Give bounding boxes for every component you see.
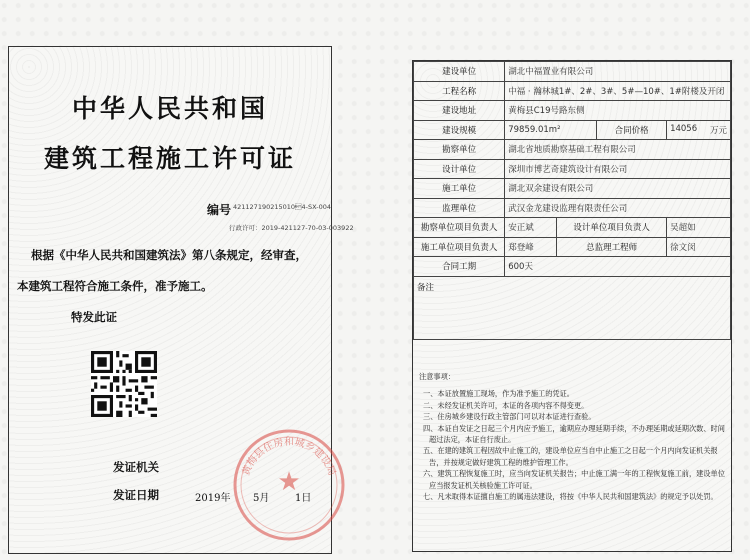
supervise-unit-label: 监理单位: [414, 198, 505, 218]
issue-day: 1日: [295, 493, 312, 504]
approval-code: 行政许可：2019-421127-70-03-003922: [229, 224, 354, 232]
remark-cell: [414, 276, 731, 339]
project-name-label: 工程名称: [414, 81, 505, 101]
survey-unit-value: 湖北省地质勘察基础工程有限公司: [505, 140, 731, 160]
official-seal: [229, 425, 349, 545]
certificate-cover: [8, 46, 354, 554]
title-line2: 建筑工程施工许可证: [43, 144, 296, 173]
issue-date-label: 发证日期: [113, 488, 159, 502]
remark-label: 备注: [417, 282, 435, 293]
builder-value: 湖北中福置业有限公司: [505, 62, 731, 82]
basis-line2: 本建筑工程符合施工条件，准予施工。: [17, 279, 213, 293]
design-lead-value: 吴超如: [667, 218, 731, 238]
price-unit: 万元: [709, 125, 727, 136]
price-value: 14056: [670, 123, 698, 134]
issue-month: 5月: [253, 493, 270, 504]
table-row: [414, 62, 731, 82]
chief-supervisor-value: 徐文闵: [667, 237, 731, 257]
basis-line1: 根据《中华人民共和国建筑法》第八条规定，经审查，: [31, 248, 307, 262]
period-value: 600天: [505, 257, 731, 277]
survey-unit-label: 勘察单位: [414, 140, 505, 160]
seal-text: 黄梅县住房和城乡建设局: [240, 437, 338, 478]
table-row: [414, 101, 731, 121]
note-item: 二、未经发证机关许可，本证的各项内容不得变更。: [423, 400, 589, 410]
svg-text:★: ★: [277, 467, 301, 497]
period-label: 合同工期: [414, 257, 505, 277]
notes-section: [413, 371, 731, 502]
table-row: [414, 198, 731, 218]
design-unit-value: 深圳市博艺奇建筑设计有限公司: [505, 159, 731, 179]
price-label: 合同价格: [597, 120, 667, 140]
issuer-label: 发证机关: [113, 460, 159, 474]
note-item: 四、本证自发证之日起三个月内应予施工，逾期应办理延期手续，不办理延期或延期次数、时间超过法定，本证自行废止。: [423, 423, 725, 445]
title-line1: 中华人民共和国: [71, 94, 268, 123]
note-item: 七、凡未取得本证擅自施工的属违法建设，将按《中华人民共和国建筑法》的规定予以处罚。: [423, 492, 718, 502]
table-row: [414, 276, 731, 339]
construct-unit-label: 施工单位: [414, 179, 505, 199]
table-row: [414, 81, 731, 101]
number-value: 4211271902150104-SX-004: [233, 203, 332, 211]
survey-lead-value: 安正斌: [505, 218, 557, 238]
builder-label: 建设单位: [414, 62, 505, 82]
certify-text: 特发此证: [71, 310, 117, 324]
table-row: [414, 159, 731, 179]
table-row: [414, 120, 731, 140]
survey-lead-label: 勘察单位项目负责人: [414, 218, 505, 238]
address-value: 黄梅县C19号路东侧: [505, 101, 731, 121]
construct-lead-value: 郑登峰: [505, 237, 557, 257]
number-label: 编号: [207, 203, 232, 217]
scale-value: 79859.01m²: [505, 120, 597, 140]
table-row: [414, 179, 731, 199]
note-item: 五、在建的建筑工程因故中止施工的，建设单位应当自中止施工之日起一个月内向发证机关报告，并按规定做好建筑工程的维护管理工作。: [423, 446, 718, 467]
note-item: 三、住房城乡建设行政主管部门可以对本证进行查验。: [423, 412, 596, 422]
project-info-table: [413, 61, 731, 340]
design-lead-label: 设计单位项目负责人: [557, 218, 667, 238]
construct-lead-label: 施工单位项目负责人: [414, 237, 505, 257]
certificate-detail-page: [412, 60, 732, 552]
chief-supervisor-label: 总监理工程师: [557, 237, 667, 257]
table-row: [414, 218, 731, 238]
note-item: 一、本证放置施工现场，作为准予施工的凭证。: [423, 389, 574, 399]
project-name-value: 中福 · 瀚林城1#、2#、3#、5#—10#、1#附楼及开闭: [505, 81, 731, 101]
address-label: 建设地址: [414, 101, 505, 121]
table-row: [414, 257, 731, 277]
qr-code: [91, 351, 157, 417]
notes-title: 注意事项：: [419, 372, 455, 381]
scale-label: 建设规模: [414, 120, 505, 140]
supervise-unit-value: 武汉金龙建设监理有限责任公司: [505, 198, 731, 218]
construct-unit-value: 湖北双余建设有限公司: [505, 179, 731, 199]
price-cell: [667, 120, 731, 140]
issue-year: 2019年: [195, 493, 231, 504]
note-item: 六、建筑工程恢复施工时，应当向发证机关报告；中止施工满一年的工程恢复施工前，建设单位应当报发证机关核验施工许可证。: [423, 469, 725, 490]
design-unit-label: 设计单位: [414, 159, 505, 179]
table-row: [414, 140, 731, 160]
table-row: [414, 237, 731, 257]
